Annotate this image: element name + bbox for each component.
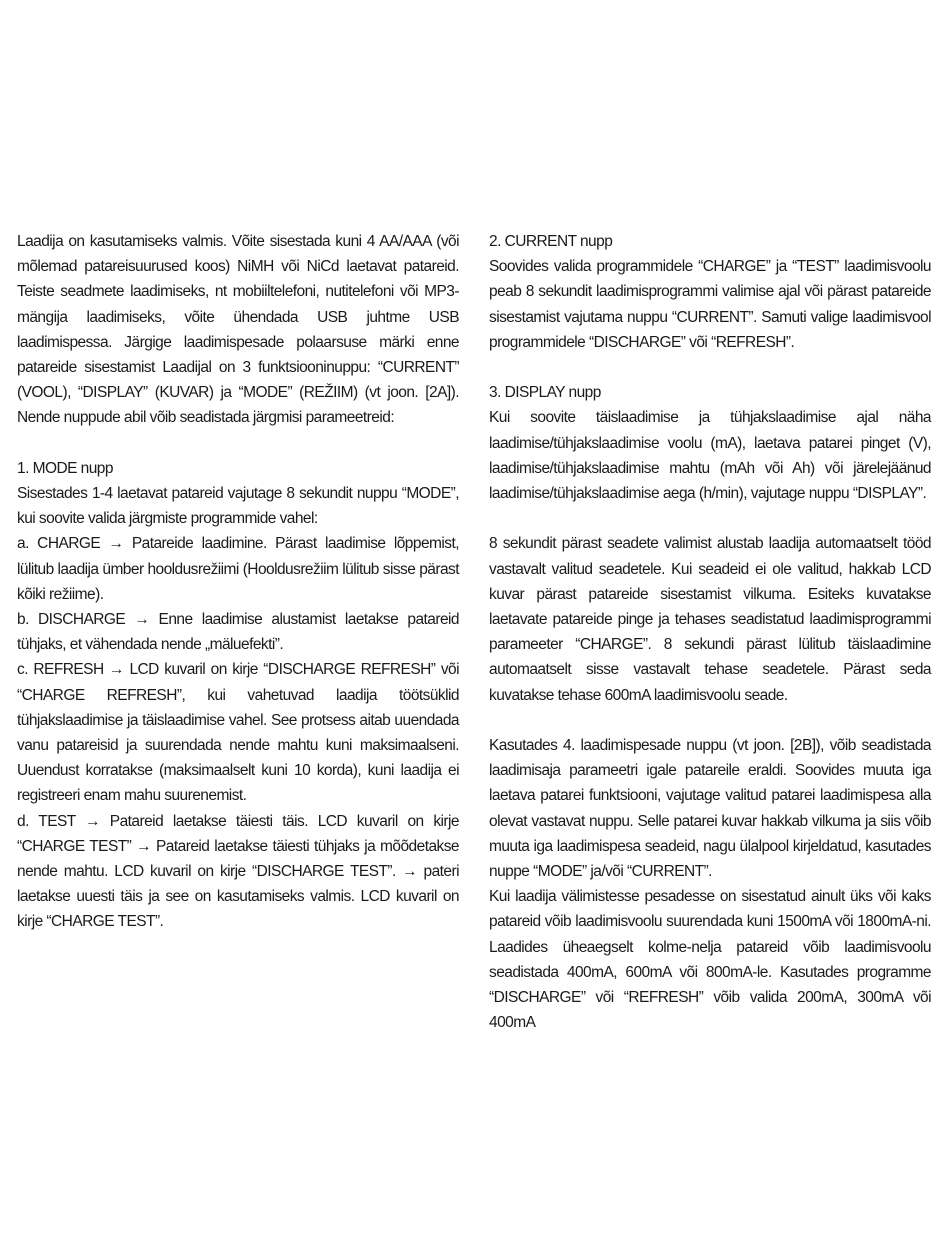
display-paragraph: Kui soovite täislaadimise ja tühjakslaadimise ajal näha laadimise/tühjakslaadimise voolu (mA), laetava patarei pinget (V), laadimise/tühjakslaadimise mahtu (mAh või Ah) või järelejäänud laadimise/tühjakslaadimise aega (h/min), vajutage nuppu “DISPLAY”. (489, 409, 931, 503)
display-heading: 3. DISPLAY nupp (489, 384, 601, 402)
mode-heading: 1. MODE nupp (17, 459, 113, 477)
auto-start-paragraph: 8 sekundit pärast seadete valimist alustab laadija automaatselt tööd vastavalt valitud seadetele. Kui seadeid ei ole valitud, hakkab LCD kuvar pärast patareide sisestamist vilkuma. Esiteks kuvatakse laetavate patareide pinge ja tehases seadistatud laadimisprogrammi parameeter “CHARGE”. 8 sekundi pärast lülitub täislaadimine automaatselt sisse vastavalt tehase seadetele. Pärast seda kuvatakse tehase 600mA laadimisvoolu seade. (489, 535, 931, 704)
right-column (489, 229, 931, 1035)
mode-paragraph: Sisestades 1-4 laetavat patareid vajutage 8 sekundit nuppu “MODE”, kui soovite valida järgmiste programmide vahel: (17, 485, 459, 528)
slot-buttons-paragraph: Kasutades 4. laadimispesade nuppu (vt joon. [2B]), võib seadistada laadimisaja parameetri igale patareile eraldi. Soovides muuta iga laetava patarei funktsiooni, vajutage valitud patarei laadimispesa alla olevat vastavat nuppu. Selle patarei kuvar hakkab vilkuma ja siis võib muuta iga laadimispesa seadeid, nagu ülalpool kirjeldatud, kasutades nuppe “MODE” ja/või “CURRENT”. (489, 737, 931, 881)
mode-item-charge: a. CHARGE → Patareide laadimine. Pärast laadimise lõppemist, lülitub laadija ümber hooldusrežiimi (Hooldusrežiim lülitub sisse pärast kõiki režiime). (17, 535, 459, 603)
current-paragraph: Soovides valida programmidele “CHARGE” ja “TEST” laadimisvoolu peab 8 sekundit laadimisprogrammi valimise ajal või pärast patareide sisestamist vajutama nuppu “CURRENT”. Samuti valige laadimisvool programmidele “DISCHARGE” või “REFRESH”. (489, 258, 931, 351)
left-column (17, 229, 459, 935)
mode-item-test: d. TEST → Patareid laetakse täiesti täis. LCD kuvaril on kirje “CHARGE TEST” → Patareid laetakse täiesti tühjaks ja mõõdetakse nende mahtu. LCD kuvaril on kirje “DISCHARGE TEST”. → pateri laetakse uuesti täis ja see on kasutamiseks valmis. LCD kuvaril on kirje “CHARGE TEST”. (17, 812, 459, 931)
current-limits-paragraph: Kui laadija välimistesse pesadesse on sisestatud ainult üks või kaks patareid võib laadimisvoolu suurendada kuni 1500mA või 1800mA-ni. Laadides üheaegselt kolme-nelja patareid võib laadimisvoolu seadistada 400mA, 600mA või 800mA-le. Kasutades programme “DISCHARGE” või “REFRESH” võib valida 200mA, 300mA või 400mA (489, 888, 931, 1032)
intro-paragraph: Laadija on kasutamiseks valmis. Võite sisestada kuni 4 AA/AAA (või mõlemad patareisuurused koos) NiMH või NiCd laetavat patareid. Teiste seadmete laadimiseks, nt mobiiltelefoni, nutitelefoni või MP3-mängija laadimiseks, võite ühendada USB juhtme USB laadimispessa. Järgige laadimispesade polaarsuse märki enne patareide sisestamist Laadijal on 3 funktsiooninuppu: “CURRENT” (VOOL), “DISPLAY” (KUVAR) ja “MODE” (REŽIIM) (vt joon. [2A]). Nende nuppude abil võib seadistada järgmisi parameetreid: (17, 233, 459, 427)
mode-item-discharge: b. DISCHARGE → Enne laadimise alustamist laetakse patareid tühjaks, et vähendada nende „mäluefekti”. (17, 611, 459, 654)
mode-item-refresh: c. REFRESH → LCD kuvaril on kirje “DISCHARGE REFRESH” või “CHARGE REFRESH”, kui vahetuvad laadija töötsüklid tühjakslaadimise ja täislaadimise vahel. See protsess aitab uuendada vanu patareisid ja suurendada nende mahtu kuni maksimaalseni. Uuendust korratakse (maksimaalselt kuni 10 korda), kuni laadija ei registreeri enam mahu suurenemist. (17, 661, 459, 805)
current-heading: 2. CURRENT nupp (489, 233, 613, 250)
